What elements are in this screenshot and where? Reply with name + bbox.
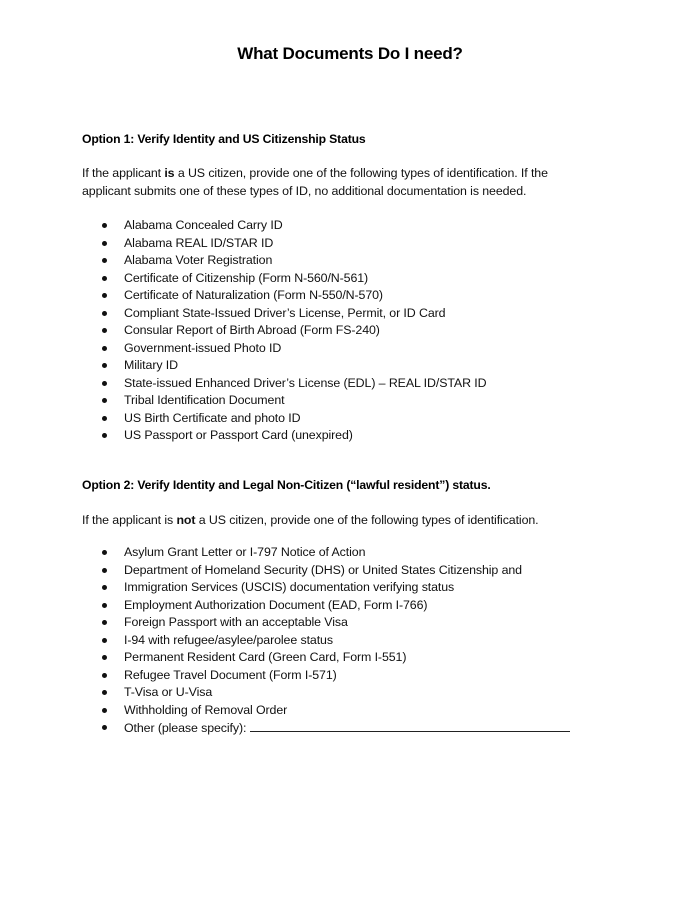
list-item: State-issued Enhanced Driver’s License (EDL) – REAL ID/STAR ID <box>0 375 486 393</box>
bullet-icon <box>102 223 107 228</box>
list-item: Consular Report of Birth Abroad (Form FS-240) <box>0 322 486 340</box>
list-item: Refugee Travel Document (Form I-571) <box>0 667 570 685</box>
bullet-icon <box>102 328 107 333</box>
list-item: Withholding of Removal Order <box>0 702 570 720</box>
list-item: Permanent Resident Card (Green Card, Form I-551) <box>0 649 570 667</box>
other-specify-field[interactable] <box>250 719 570 732</box>
option1-intro-line2: applicant submits one of these types of ID, no additional documentation is needed. <box>82 184 527 198</box>
bullet-icon <box>102 293 107 298</box>
option2-intro <box>82 511 539 529</box>
option2-heading: Option 2: Verify Identity and Legal Non-Citizen (“lawful resident”) status. <box>82 478 491 492</box>
option2-document-list <box>0 544 570 737</box>
list-item: Tribal Identification Document <box>0 392 486 410</box>
list-item: Employment Authorization Document (EAD, Form I-766) <box>0 597 570 615</box>
list-item: Certificate of Naturalization (Form N-550/N-570) <box>0 287 486 305</box>
bullet-icon <box>102 690 107 695</box>
option2-intro-part2: a US citizen, provide one of the following types of identification. <box>195 513 539 527</box>
page-title: What Documents Do I need? <box>237 44 463 63</box>
bullet-icon <box>102 725 107 730</box>
bullet-icon <box>102 241 107 246</box>
option2-intro-part1: If the applicant is <box>82 513 177 527</box>
bullet-icon <box>102 620 107 625</box>
list-item: Military ID <box>0 357 486 375</box>
list-item: Compliant State-Issued Driver’s License, Permit, or ID Card <box>0 305 486 323</box>
option1-document-list <box>0 217 486 445</box>
list-item: Alabama Voter Registration <box>0 252 486 270</box>
bullet-icon <box>102 276 107 281</box>
list-item: Immigration Services (USCIS) documentation verifying status <box>0 579 570 597</box>
bullet-icon <box>102 363 107 368</box>
option1-heading: Option 1: Verify Identity and US Citizenship Status <box>82 132 366 146</box>
bullet-icon <box>102 381 107 386</box>
list-item: Alabama Concealed Carry ID <box>0 217 486 235</box>
bullet-icon <box>102 258 107 263</box>
bullet-icon <box>102 655 107 660</box>
list-item: T-Visa or U-Visa <box>0 684 570 702</box>
bullet-icon <box>102 568 107 573</box>
bullet-icon <box>102 398 107 403</box>
bullet-icon <box>102 585 107 590</box>
bullet-icon <box>102 416 107 421</box>
list-item: US Passport or Passport Card (unexpired) <box>0 427 486 445</box>
list-item: US Birth Certificate and photo ID <box>0 410 486 428</box>
bullet-icon <box>102 550 107 555</box>
bullet-icon <box>102 708 107 713</box>
list-item: I-94 with refugee/asylee/parolee status <box>0 632 570 650</box>
list-item-other <box>0 719 570 737</box>
list-item: Department of Homeland Security (DHS) or United States Citizenship and <box>0 562 570 580</box>
option2-intro-emphasis: not <box>176 513 196 527</box>
bullet-icon <box>102 346 107 351</box>
bullet-icon <box>102 433 107 438</box>
bullet-icon <box>102 311 107 316</box>
list-item: Certificate of Citizenship (Form N-560/N-561) <box>0 270 486 288</box>
list-item: Government-issued Photo ID <box>0 340 486 358</box>
option1-intro-part2: a US citizen, provide one of the following types of identification. If the <box>174 166 548 180</box>
bullet-icon <box>102 673 107 678</box>
bullet-icon <box>102 603 107 608</box>
list-item: Foreign Passport with an acceptable Visa <box>0 614 570 632</box>
list-item: Asylum Grant Letter or I-797 Notice of Action <box>0 544 570 562</box>
option1-intro <box>82 164 548 200</box>
other-label: Other (please specify): <box>124 721 247 735</box>
option1-intro-part1: If the applicant <box>82 166 165 180</box>
list-item: Alabama REAL ID/STAR ID <box>0 235 486 253</box>
bullet-icon <box>102 638 107 643</box>
option1-intro-emphasis: is <box>164 166 175 180</box>
